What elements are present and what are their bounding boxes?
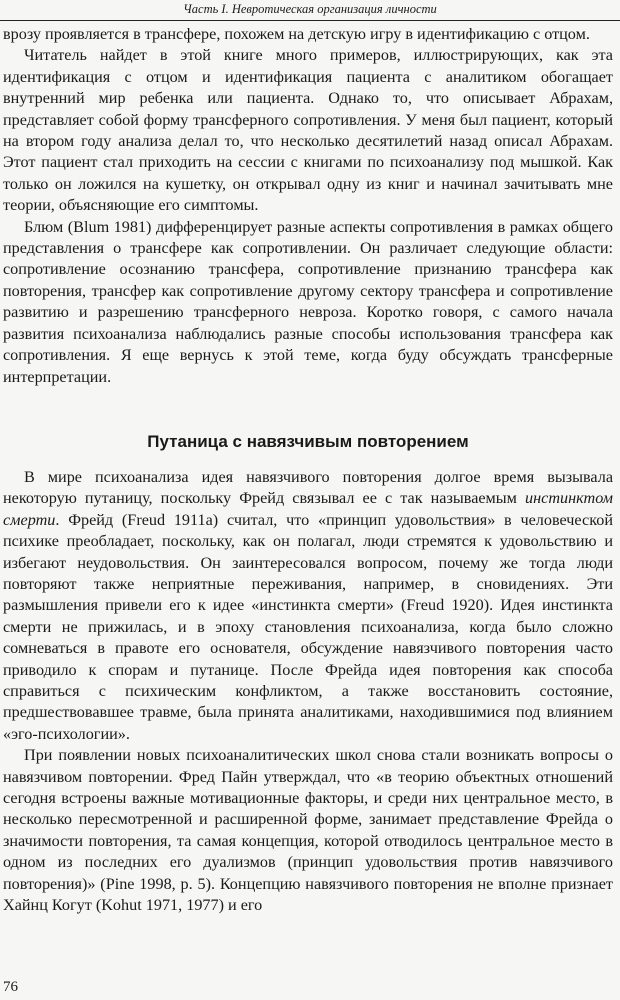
body-paragraph	[3, 24, 613, 45]
paragraphs-after-section	[3, 467, 613, 917]
body-paragraph	[3, 745, 613, 916]
running-header-title: Часть I. Невротическая организация личности	[183, 2, 437, 16]
paragraph-text: . Фрейд (Freud 1911a) считал, что «принцип удовольствия» в человеческой психике преобладает, поскольку, как он полагал, люди стремятся к удовольствию и избегают неудовольствия. Он заинтересовался вопросом, почему же тогда люди повторяют также неприятные переживания, например, в сновидениях. Эти размышления привели его к идее «инстинкта смерти» (Freud 1920). Идея инстинкта смерти не прижилась, и в эпоху становления психоанализа, когда было сложно сомневаться в правоте его основателя, обсуждение навязчивого повторения часто приводило к спорам и путанице. После Фрейда идея повторения как способа справиться с психическим конфликтом, а также восстановить состояние, предшествовавшее травме, была принята аналитиками, находившимися под влиянием «эго-психологии».	[3, 510, 613, 743]
paragraph-text: врозу проявляется в трансфере, похожем на детскую игру в идентификацию с отцом.	[3, 25, 590, 43]
italic-term: инстинктом смерти	[3, 489, 613, 529]
body-paragraph	[3, 217, 613, 388]
header-rule	[0, 20, 620, 21]
body-paragraph	[3, 467, 613, 745]
body-paragraph	[3, 45, 613, 216]
section-heading: Путаница с навязчивым повторением	[147, 431, 469, 451]
page-body	[3, 24, 613, 916]
paragraphs-before-section	[3, 24, 613, 388]
paragraph-text: При появлении новых психоаналитических школ снова стали возникать вопросы о навязчивом повторении. Фред Пайн утверждал, что «в теорию объектных отношений сегодня встроены важные мотивационные факторы, и среди них центральное место, в несколько пересмотренной и расширенной форме, занимает представление Фрейда о значимости повторения, та самая концепция, которой отводилось центральное место в одном из последних его дуализмов (принцип удовольствия против навязчивого повторения)» (Pine 1998, p. 5). Концепцию навязчивого повторения не вполне признает Хайнц Когут (Kohut 1971, 1977) и его	[3, 746, 613, 915]
paragraph-text: Читатель найдет в этой книге много примеров, иллюстрирующих, как эта идентификация с отцом и идентификация пациента с аналитиком обогащает внутренний мир ребенка или пациента. Однако то, что описывает Абрахам, представляет собой форму трансферного сопротивления. У меня был пациент, который на втором году анализа делал то, что несколько десятилетий назад описал Абрахам. Этот пациент стал приходить на сессии с книгами по психоанализу под мышкой. Как только он ложился на кушетку, он открывал одну из книг и начинал зачитывать мне теории, объясняющие его симптомы.	[3, 46, 613, 215]
running-header	[0, 0, 620, 20]
paragraph-text: Блюм (Blum 1981) дифференцирует разные аспекты сопротивления в рамках общего представления о трансфере как сопротивлении. Он различает следующие области: сопротивление осознанию трансфера, сопротивление признанию трансфера как повторения, трансфер как сопротивление другому сектору трансфера и сопротивление развитию и разрешению трансферного невроза. Коротко говоря, с самого начала развития психоанализа наблюдались разные способы использования трансфера как сопротивления. Я еще вернусь к этой теме, когда буду обсуждать трансферные интерпретации.	[3, 217, 613, 386]
paragraph-text: В мире психоанализа идея навязчивого повторения долгое время вызывала некоторую путаницу, поскольку Фрейд связывал ее с так называемым	[3, 467, 613, 508]
page-number: 76	[3, 979, 18, 995]
